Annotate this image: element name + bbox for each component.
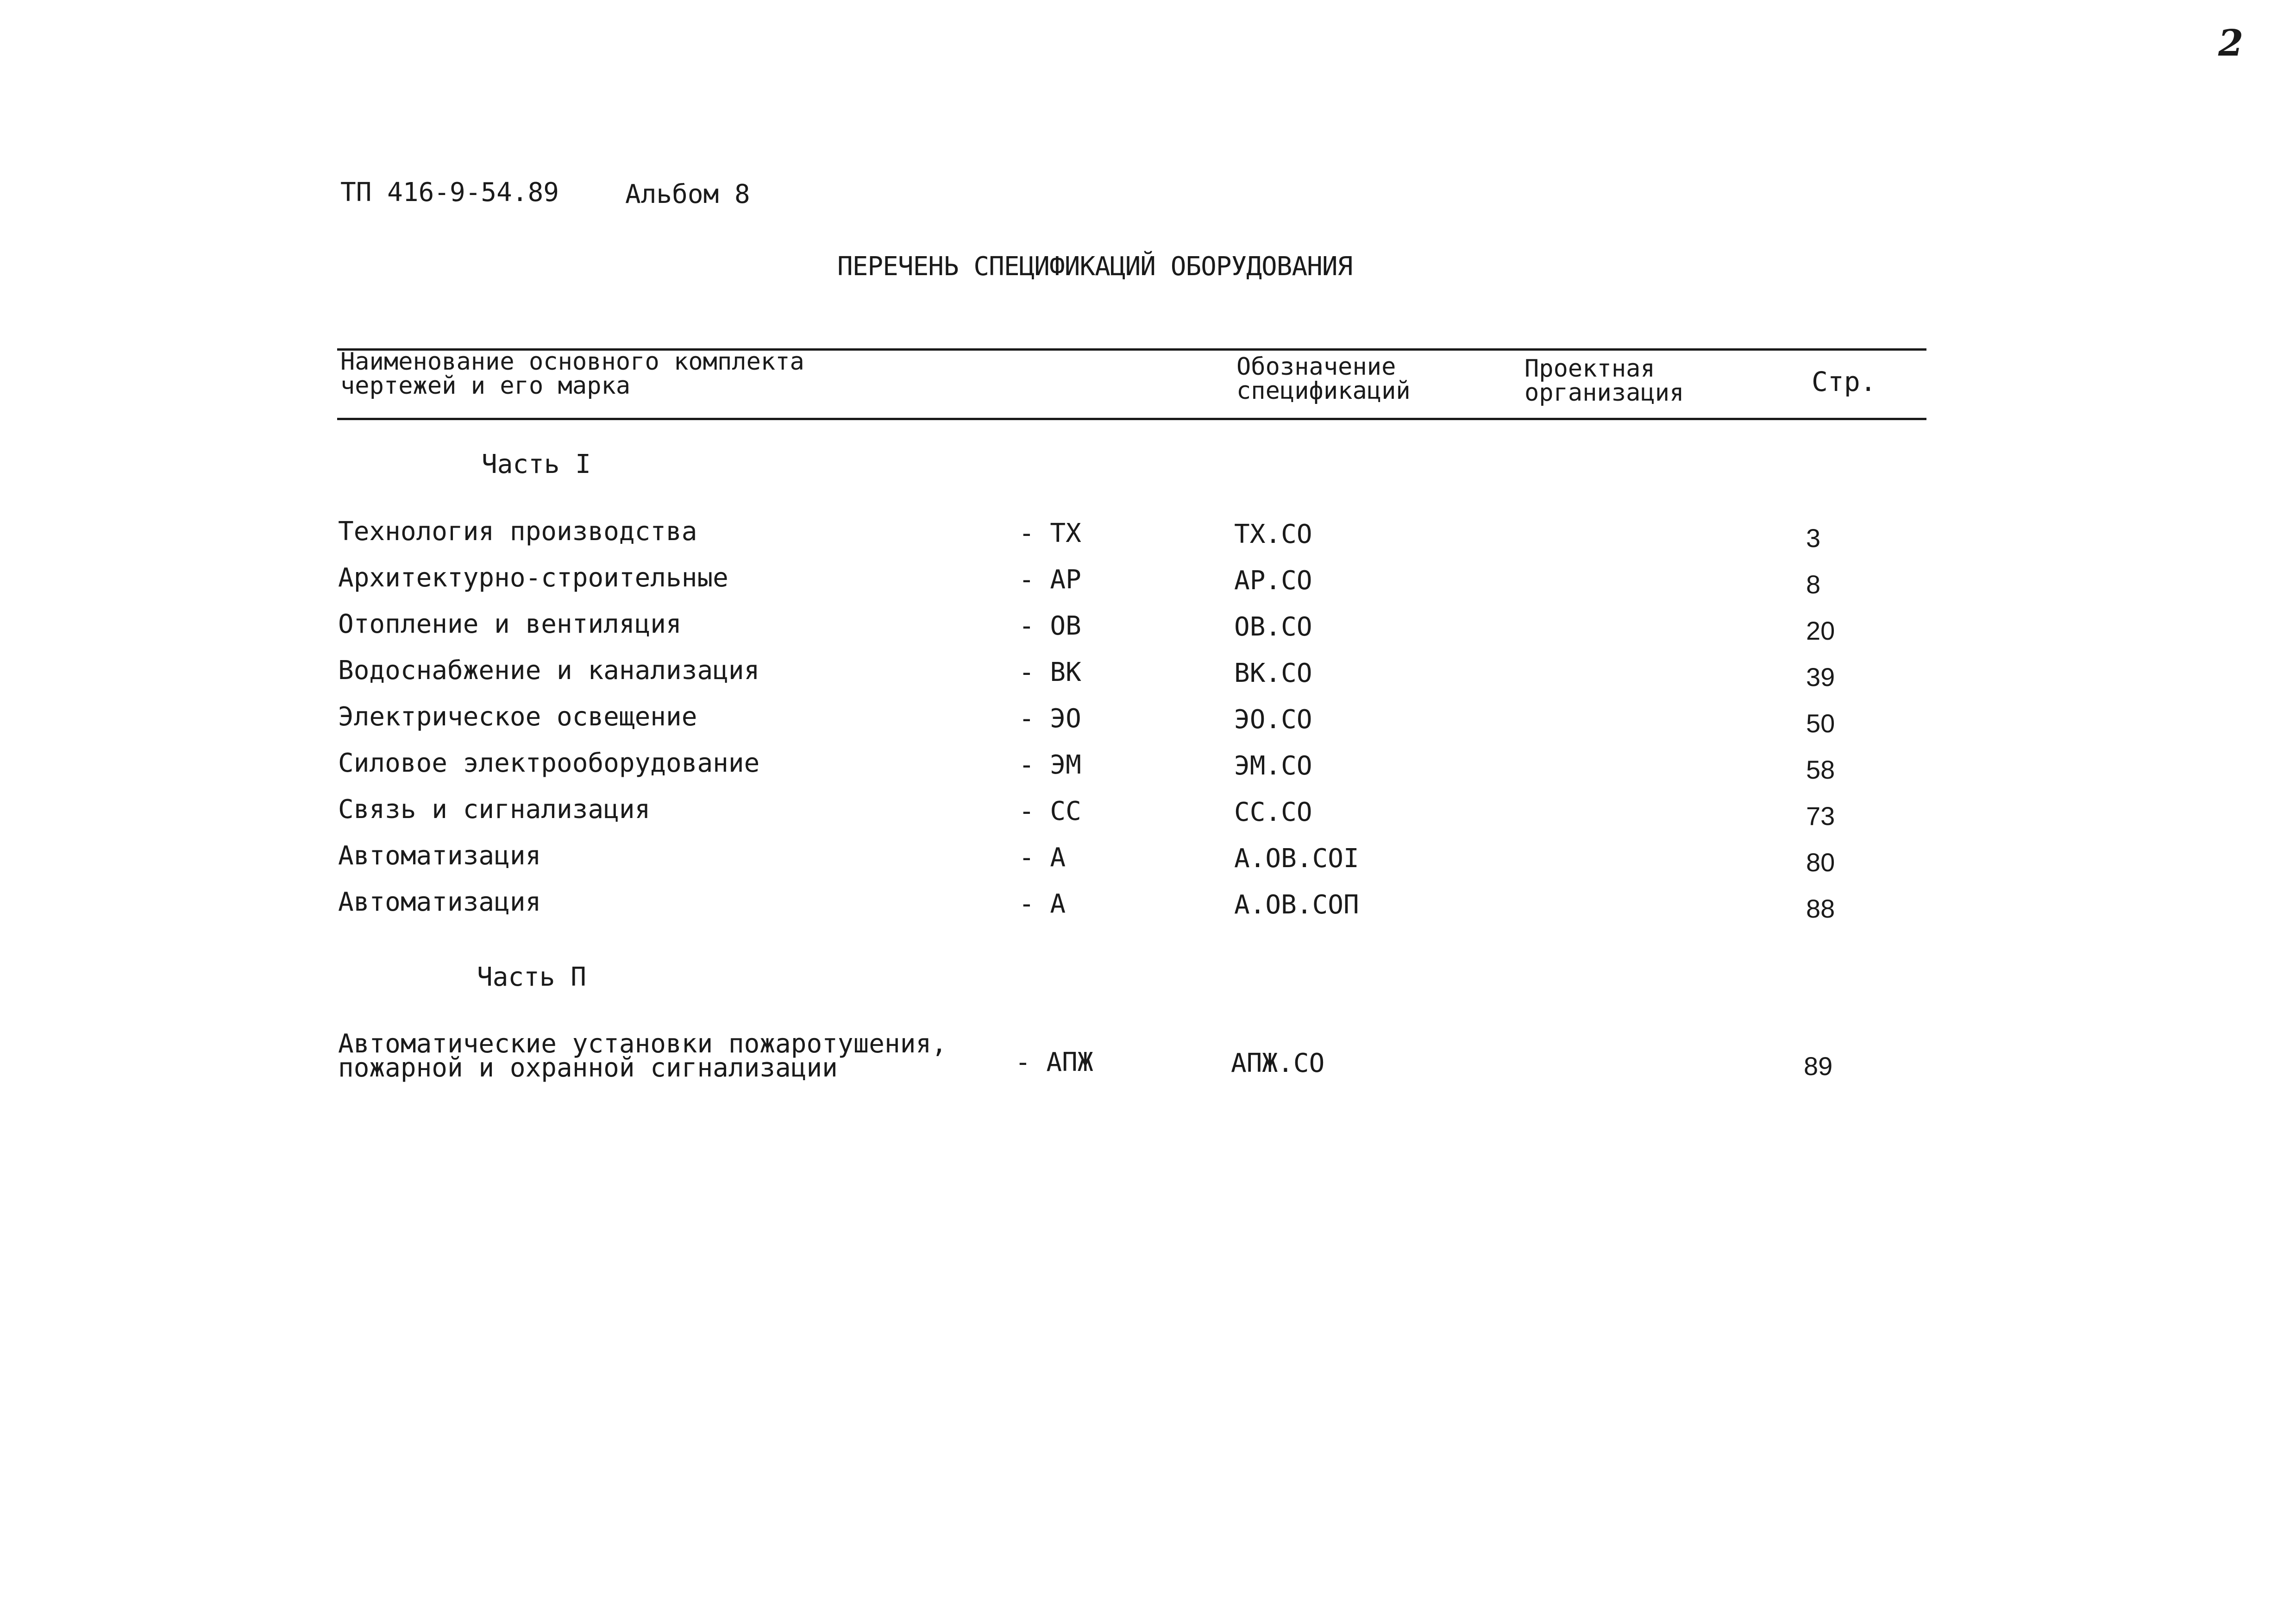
column-header-page: Стр.: [1812, 366, 1876, 397]
table-row: [0, 889, 2296, 936]
part-1-title: Часть I: [482, 449, 591, 479]
row-mark: - ВК: [1019, 657, 1081, 687]
row-code: ЭО.СО: [1234, 705, 1312, 735]
row-mark: - А: [1019, 889, 1066, 919]
page-title: ПЕРЕЧЕНЬ СПЕЦИФИКАЦИЙ ОБОРУДОВАНИЯ: [837, 252, 1353, 282]
sheet-number: 2: [2218, 22, 2244, 64]
row-mark: - ТХ: [1019, 518, 1081, 548]
row-code: А.ОВ.СОI: [1234, 843, 1359, 874]
row-page: 20: [1806, 616, 1835, 645]
row-page: 88: [1806, 894, 1835, 923]
row-code: ОВ.СО: [1234, 612, 1312, 642]
row-mark: - СС: [1019, 796, 1081, 826]
row-mark: - АПЖ: [1015, 1047, 1093, 1077]
column-header-code: Обозначение спецификаций: [1236, 353, 1411, 405]
row-page: 8: [1806, 570, 1821, 599]
row-name: Технология производства: [338, 516, 697, 547]
column-header-organization: Проектная организация: [1524, 355, 1684, 407]
table-header-rule: [337, 418, 1926, 420]
row-page: 89: [1804, 1051, 1833, 1081]
table-row: [0, 794, 2296, 843]
table-row: [0, 516, 2296, 565]
document-code: ТП 416-9-54.89: [340, 177, 559, 208]
table-row: [0, 655, 2296, 704]
row-mark: - А: [1019, 843, 1066, 873]
row-mark: - ЭМ: [1019, 750, 1081, 780]
row-page: 58: [1806, 755, 1835, 784]
row-page: 80: [1806, 848, 1835, 877]
row-mark: - АР: [1019, 565, 1081, 595]
table-row: [0, 611, 2296, 658]
row-code: ЭМ.СО: [1234, 751, 1312, 781]
row-code: АПЖ.СО: [1231, 1048, 1325, 1078]
row-code: ВК.СО: [1234, 658, 1312, 688]
row-code: СС.СО: [1234, 797, 1312, 827]
row-name: Автоматизация: [338, 887, 541, 917]
row-mark: - ЭО: [1019, 704, 1081, 734]
column-header-name: Наименование основного комплекта чертежей и его марка: [340, 348, 804, 400]
table-row: [0, 843, 2296, 889]
part-2-title: Часть П: [477, 962, 587, 992]
row-mark: - ОВ: [1019, 611, 1081, 641]
row-name: Силовое электрооборудование: [338, 748, 760, 778]
album-label: Альбом 8: [625, 179, 750, 209]
row-name: Отопление и вентиляция: [338, 609, 682, 639]
row-page: 50: [1806, 709, 1835, 738]
row-page: 39: [1806, 662, 1835, 692]
row-name: Архитектурно-строительные: [338, 563, 728, 593]
row-name: Водоснабжение и канализация: [338, 655, 760, 686]
row-name: Электрическое освещение: [338, 702, 697, 732]
row-code: АР.СО: [1234, 566, 1312, 596]
table-row: [0, 1029, 2296, 1092]
row-code: ТХ.СО: [1234, 519, 1312, 549]
table-row: [0, 704, 2296, 750]
row-page: 3: [1806, 523, 1821, 553]
row-code: А.ОВ.СОП: [1234, 890, 1359, 920]
table-row: [0, 565, 2296, 611]
table-row: [0, 750, 2296, 797]
row-name: Автоматизация: [338, 841, 541, 871]
row-name: Связь и сигнализация: [338, 794, 651, 825]
row-name: Автоматические установки пожаротушения, пожарной и охранной сигнализации: [338, 1029, 947, 1083]
row-page: 73: [1806, 801, 1835, 831]
